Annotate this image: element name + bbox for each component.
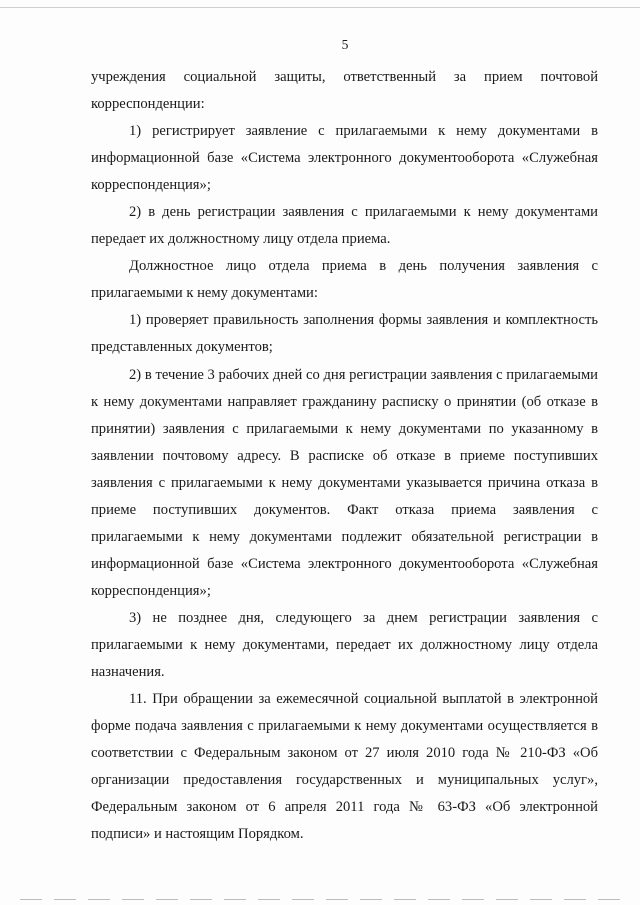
- paragraph-official-intro: Должностное лицо отдела приема в день получения заявления с прилагаемыми к нему документами:: [91, 258, 598, 302]
- paragraph-handover-item: 3) не позднее дня, следующего за днем регистрации заявления с прилагаемыми к нему документами, передает их должностному лицу отдела назначения.: [91, 609, 598, 681]
- paragraph-transfer-item: 2) в день регистрации заявления с прилагаемыми к нему документами передает их должностному лицу отдела приема.: [91, 204, 598, 248]
- page-number: 5: [341, 37, 349, 52]
- scan-bottom-edge: [20, 899, 620, 900]
- paragraph-check-item: 1) проверяет правильность заполнения формы заявления и комплектность представленных документов;: [91, 312, 598, 356]
- paragraph-register-item: 1) регистрирует заявление с прилагаемыми к нему документами в информационной базе «Система электронного документооборота «Служебная корреспонденция»;: [91, 123, 598, 194]
- document-body: [91, 64, 598, 848]
- paragraph-section-11: 11. При обращении за ежемесячной социальной выплатой в электронной форме подача заявления с прилагаемыми к нему документами осуществляется в соответствии с Федеральным законом от 27 июля 2010 года № 210-ФЗ «Об организации предоставления государственных и муниципальных услуг», Федеральным законом от 6 апреля 2011 года № 63-ФЗ «Об электронной подписи» и настоящим Порядком.: [91, 691, 598, 843]
- paragraph-receipt-item: 2) в течение 3 рабочих дней со дня регистрации заявления с прилагаемыми к нему документами направляет гражданину расписку о принятии (об отказе в принятии) заявления с прилагаемыми к нему документами по указанному в заявлении почтовому адресу. В расписке об отказе в приеме поступивших заявления с прилагаемыми к нему документами указывается причина отказа в приеме поступивших документов. Факт отказа приема заявления с прилагаемыми к нему документами подлежит обязательной регистрации в информационной базе «Система электронного документооборота «Служебная корреспонденция»;: [91, 366, 598, 599]
- scan-top-edge: [0, 7, 640, 8]
- paragraph-continuation: учреждения социальной защиты, ответственный за прием почтовой корреспонденции:: [91, 69, 598, 113]
